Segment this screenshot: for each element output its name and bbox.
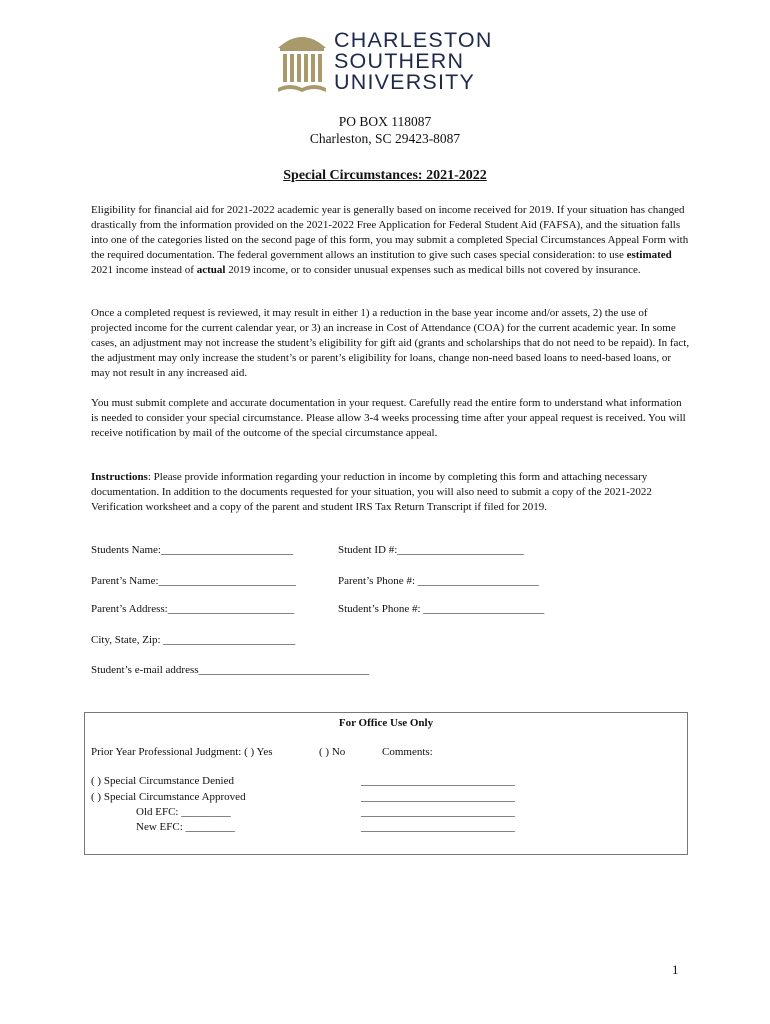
logo-line-3: UNIVERSITY [334,70,476,94]
prior-year-judgment-no[interactable]: ( ) No [319,746,346,758]
page-number: 1 [672,962,679,977]
prior-year-judgment-yes[interactable]: Prior Year Professional Judgment: ( ) Yes [91,746,273,758]
address-po-box: PO BOX 118087 [338,114,432,129]
instructions-text: : Please provide information regarding your reduction in income by completing this form and attaching necessary documentation. In addition to the documents requested for your situation, you will also need to submit a copy of the 2021-2022 Verification worksheet and a copy of the parent and student IRS Tax Return Transcript if filed for 2019. [91,471,652,513]
address-city: Charleston, SC 29423-8087 [309,131,461,146]
comment-line[interactable]: ____________________________ [361,821,515,833]
city-state-zip-field[interactable]: City, State, Zip: ________________________ [91,634,296,646]
special-circumstance-approved[interactable]: ( ) Special Circumstance Approved [91,791,246,803]
office-use-heading: For Office Use Only [338,717,434,729]
office-use-box [84,712,688,855]
student-name-field[interactable]: Students Name:________________________ [91,544,293,556]
comments-label: Comments: [382,746,433,758]
new-efc-field[interactable]: New EFC: _________ [136,821,235,833]
student-email-field[interactable]: Student’s e-mail address_______________________________ [91,664,370,676]
comment-line[interactable]: ____________________________ [361,775,515,787]
p1-text-b: 2021 income instead of [91,264,197,276]
student-phone-field[interactable]: Student’s Phone #: ______________________ [338,603,545,615]
logo-line-1: CHARLESTON [334,28,493,52]
p1-text-c: 2019 income, or to consider unusual expenses such as medical bills not covered by insurance. [225,264,641,276]
p1-bold-actual: actual [196,264,226,276]
paragraph-eligibility [91,203,691,278]
p1-bold-estimated: estimated [626,249,672,261]
comment-line[interactable]: ____________________________ [361,806,515,818]
logo-wordmark [334,30,493,93]
p1-text-a: Eligibility for financial aid for 2021-2022 academic year is generally based on income received for 2019. If your situation has changed drastically from the information provided on the 2021-2022 Free Application for Federal Student Aid (FAFSA), and the situation falls into one of the categories listed on the second page of this form, you may submit a completed Special Circumstances Appeal Form with the required documentation. The federal government allows an institution to give such cases special consideration: to use [91,204,689,261]
page-title: Special Circumstances: 2021-2022 [283,168,487,183]
paragraph-documentation: You must submit complete and accurate documentation in your request. Carefully read the entire form to understand what information is needed to consider your special circumstance. Please allow 3-4 weeks processing time after your appeal request is received. You will receive notification by mail of the outcome of the special circumstance appeal. [91,397,686,439]
paragraph-review: Once a completed request is reviewed, it may result in either 1) a reduction in the base year income and/or assets, 2) the use of projected income for the current calendar year, or 3) an increase in Cost of Attendance (COA) for the current academic year. In some cases, an adjustment may not increase the student’s eligibility for gift aid (grants and scholarships that do not need to be repaid). In fact, the adjustment may only increase the student’s or parent’s eligibility for loans, change non-need based loans to need-based loans, or may not result in any increased aid. [91,307,690,379]
instructions-label: Instructions [91,471,148,483]
student-id-field[interactable]: Student ID #:_______________________ [338,544,524,556]
comment-line[interactable]: ____________________________ [361,791,515,803]
university-logo [276,30,506,96]
parent-address-field[interactable]: Parent’s Address:_______________________ [91,603,295,615]
columns-building-icon [276,30,328,96]
paragraph-instructions [91,470,691,515]
special-circumstance-denied[interactable]: ( ) Special Circumstance Denied [91,775,234,787]
old-efc-field[interactable]: Old EFC: _________ [136,806,231,818]
parent-name-field[interactable]: Parent’s Name:_________________________ [91,575,297,587]
logo-line-2: SOUTHERN [334,49,465,73]
parent-phone-field[interactable]: Parent’s Phone #: ______________________ [338,575,539,587]
